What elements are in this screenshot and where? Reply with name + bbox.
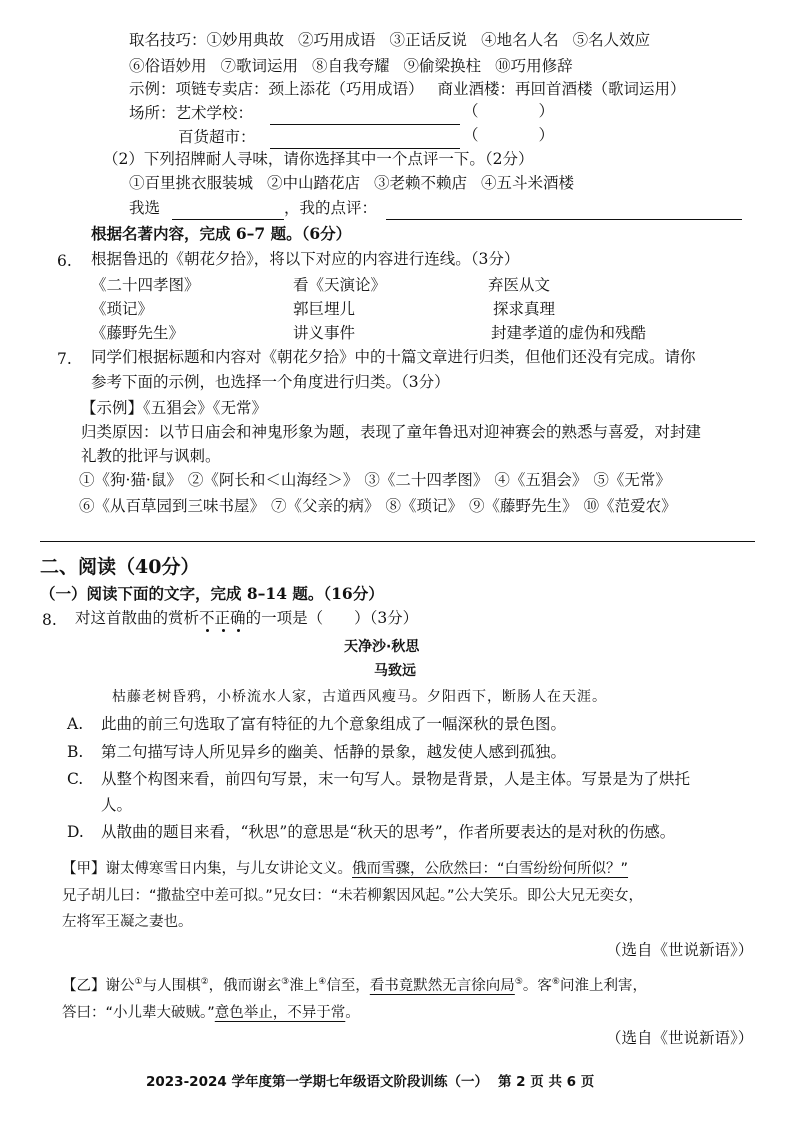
example-1: 项链专卖店：颈上添花（巧用成语）	[175, 80, 424, 98]
match-left-item[interactable]: 《藤野先生》	[91, 324, 185, 342]
passage-jia-source: （选自《世说新语》）	[606, 941, 754, 959]
q7-reason-line1: 归类原因：以节日庙会和神鬼形象为题，表现了童年鲁迅对迎神赛会的熟悉与喜爱，对封建	[81, 423, 702, 441]
passage-jia-line1	[62, 862, 628, 877]
footnote-marker: ①	[134, 977, 143, 987]
footnote-marker: ③	[281, 977, 290, 987]
essay-title: ⑧《琐记》	[385, 497, 464, 515]
venue-art-school: 艺术学校：	[175, 104, 254, 122]
signboard-option: ①百里挑衣服装城	[129, 174, 254, 192]
signboard-option: ④五斗米酒楼	[481, 174, 575, 192]
q8-prompt-a: 对这首散曲的赏析	[75, 609, 200, 627]
section-6-7-heading: 根据名著内容，完成 6–7 题。（6分）	[91, 224, 352, 243]
venue-line-2	[178, 130, 256, 146]
match-middle-item[interactable]: 看《天演论》	[293, 276, 387, 294]
q5-2-choose-label: 我选	[129, 199, 161, 217]
reading-sub-heading: （一）阅读下面的文字，完成 8–14 题。（16分）	[40, 584, 384, 603]
essay-title: ⑩《范爱农》	[583, 497, 677, 515]
option-c-text: 从整个构图来看，前四句写景，末一句写人。景物是背景，人是主体。写景是为了烘托	[101, 770, 691, 788]
footer	[146, 1076, 594, 1090]
match-right-item[interactable]: 弃医从文	[488, 276, 551, 294]
q7-essay-list-2	[79, 499, 677, 515]
technique-item: ①妙用典故	[206, 31, 285, 49]
essay-title: ①《狗·猫·鼠》	[79, 471, 182, 489]
essay-title: ②《阿长和＜山海经＞》	[187, 471, 359, 489]
essay-title: ③《二十四孝图》	[364, 471, 489, 489]
footnote-marker: ②	[200, 977, 209, 987]
q6-prompt: 根据鲁迅的《朝花夕拾》，将以下对应的内容进行连线。（3分）	[91, 250, 520, 268]
option-a-text: 此曲的前三句选取了富有特征的九个意象组成了一幅深秋的景色图。	[101, 715, 567, 733]
venue-line-1	[129, 106, 253, 122]
passage-yi-text: 淮上	[289, 977, 319, 994]
footnote-marker: ⑥	[551, 977, 560, 987]
page-number: 第 2 页 共 6 页	[497, 1074, 595, 1090]
passage-jia-underlined: 俄而雪骤，公欣然曰：“白雪纷纷何所似？”	[352, 861, 629, 877]
q7-reason-line2: 礼教的批评与讽刺。	[81, 447, 221, 465]
match-middle-item[interactable]: 郭巨埋儿	[293, 300, 356, 318]
essay-title: ⑥《从百草园到三味书屋》	[79, 497, 266, 515]
reading-heading: 二、阅读（40分）	[40, 556, 200, 578]
passage-yi-underlined: 意色举止，不异于常	[214, 1005, 346, 1021]
passage-yi-underlined: 看书竟默然无言徐向局	[369, 977, 515, 994]
q7-example: 【示例】《五猖会》《无常》	[81, 399, 268, 417]
q5-2-comment-label: ，我的点评：	[284, 199, 378, 217]
techniques-label: 取名技巧：	[129, 31, 207, 49]
option-a-letter: A.	[67, 715, 84, 733]
naming-techniques-row1	[129, 33, 650, 49]
example-label: 示例：	[129, 80, 176, 98]
passage-yi-text: 【乙】谢公	[62, 977, 135, 994]
passage-yi-text: 。客	[522, 977, 552, 994]
passage-yi-text: 答曰：“小儿辈大破贼。”	[62, 1005, 215, 1021]
q5-2-options	[129, 176, 574, 192]
technique-item: ④地名人名	[481, 31, 559, 49]
footnote-marker: ⑤	[514, 977, 523, 987]
poem-title: 天净沙·秋思	[344, 639, 420, 655]
signboard-option: ③老赖不赖店	[374, 174, 468, 192]
passage-jia-text: 【甲】谢太傅寒雪日内集，与儿女讲论文义。	[62, 861, 352, 877]
example-2: 商业酒楼：再回首酒楼（歌词运用）	[437, 80, 686, 98]
emphasis-char: 不	[199, 609, 215, 627]
option-c-letter: C.	[67, 770, 84, 788]
essay-title: ⑤《无常》	[593, 471, 671, 489]
technique-item: ⑥俗语妙用	[129, 57, 207, 75]
dotted-text	[199, 609, 246, 627]
technique-item: ⑩巧用修辞	[495, 57, 573, 75]
passage-yi-source: （选自《世说新语》）	[606, 1029, 754, 1047]
passage-jia-line2: 兄子胡儿曰：“撒盐空中差可拟。”兄女曰：“未若柳絮因风起。”公大笑乐。即公大兄无奕女，	[62, 888, 644, 904]
comment-blank[interactable]	[386, 207, 742, 220]
passage-yi-line1	[62, 978, 647, 993]
venue-label: 场所：	[129, 104, 176, 122]
passage-yi-line2	[62, 1006, 360, 1021]
footer-title: 2023-2024 学年度第一学期七年级语文阶段训练（一）	[146, 1074, 488, 1090]
option-b-letter: B.	[67, 743, 84, 761]
technique-item: ⑤名人效应	[572, 31, 651, 49]
paren-open: （	[463, 126, 479, 144]
technique-item: ②巧用成语	[298, 31, 376, 49]
technique-item: ③正话反说	[389, 31, 468, 49]
option-d-text: 从散曲的题目来看，“秋思”的意思是“秋天的思考”，作者所要表达的是对秋的伤感。	[101, 823, 676, 841]
choice-blank[interactable]	[172, 207, 284, 220]
answer-paren-supermarket[interactable]	[463, 128, 554, 144]
essay-title: ⑦《父亲的病》	[271, 497, 380, 515]
footnote-marker: ④	[318, 977, 327, 987]
naming-example	[129, 82, 686, 98]
answer-blank-art-school[interactable]	[270, 112, 460, 125]
paren-close: ）	[538, 102, 555, 120]
match-middle-item[interactable]: 讲义事件	[293, 324, 356, 342]
passage-yi-text: 与人围棋	[142, 977, 201, 994]
poem-author: 马致远	[374, 663, 416, 679]
answer-paren-art-school[interactable]	[463, 104, 554, 120]
answer-blank-supermarket[interactable]	[270, 136, 460, 149]
passage-jia-line3: 左将军王凝之妻也。	[62, 914, 193, 930]
q7-essay-list-1	[79, 473, 671, 489]
match-left-item[interactable]: 《琐记》	[91, 300, 154, 318]
essay-title: ④《五猖会》	[494, 471, 588, 489]
q8-number: 8.	[42, 611, 57, 629]
q8-prompt	[75, 611, 418, 627]
option-c-text-cont: 人。	[101, 796, 133, 814]
match-right-item[interactable]: 探求真理	[493, 300, 556, 318]
naming-techniques-row2	[129, 59, 573, 75]
q7-number: 7.	[57, 350, 72, 368]
venue-supermarket: 百货超市：	[178, 128, 256, 146]
poem-text: 枯藤老树昏鸦，小桥流水人家，古道西风瘦马。夕阳西下，断肠人在天涯。	[112, 689, 607, 705]
emphasis-char: 确	[230, 609, 246, 627]
passage-yi-text: ，俄而谢玄	[208, 977, 282, 994]
q8-prompt-b: 的一项是（ ）（3分）	[245, 609, 419, 627]
match-left-item[interactable]: 《二十四孝图》	[91, 276, 200, 294]
passage-yi-text: 问淮上利害，	[559, 977, 647, 994]
emphasis-char: 正	[214, 609, 231, 627]
passage-yi-text: 。	[345, 1005, 360, 1021]
signboard-option: ②中山踏花店	[267, 174, 361, 192]
essay-title: ⑨《藤野先生》	[469, 497, 578, 515]
q7-prompt-line2: 参考下面的示例，也选择一个角度进行归类。（3分）	[91, 373, 450, 391]
technique-item: ⑦歌词运用	[220, 57, 299, 75]
paren-close: ）	[538, 126, 555, 144]
technique-item: ⑧自我夸耀	[312, 57, 390, 75]
passage-yi-text: 信至，	[326, 977, 370, 994]
technique-item: ⑨偷梁换柱	[403, 57, 482, 75]
q7-prompt-line1: 同学们根据标题和内容对《朝花夕拾》中的十篇文章进行归类，但他们还没有完成。请你	[91, 348, 696, 366]
q6-number: 6.	[57, 252, 72, 270]
option-d-letter: D.	[67, 823, 84, 841]
option-b-text: 第二句描写诗人所见异乡的幽美、恬静的景象，越发使人感到孤独。	[101, 743, 567, 761]
answer-line[interactable]	[40, 541, 755, 542]
match-right-item[interactable]: 封建孝道的虚伪和残酷	[491, 324, 647, 342]
q5-2-prompt: （2）下列招牌耐人寻味，请你选择其中一个点评一下。（2分）	[103, 150, 534, 168]
paren-open: （	[463, 102, 479, 120]
q8-dotted-word	[199, 609, 246, 627]
